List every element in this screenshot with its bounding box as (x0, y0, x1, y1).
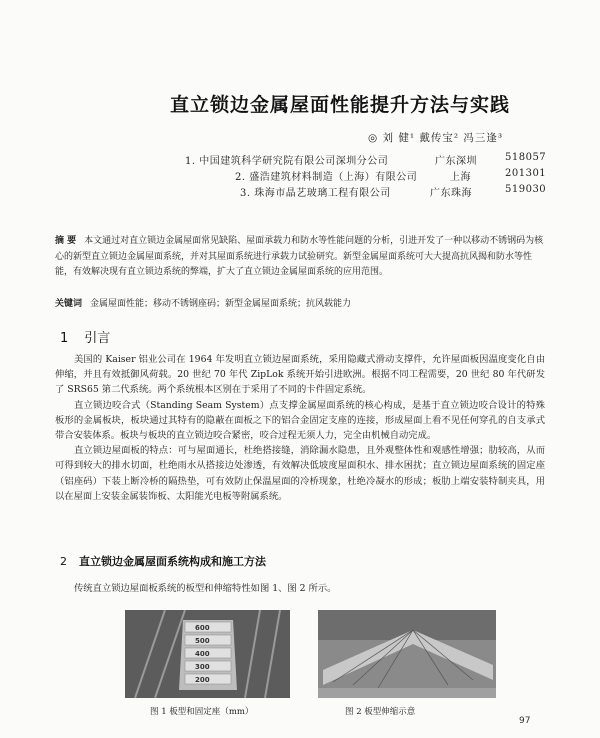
author-list: ◎ 刘 健¹ 戴传宝² 冯三逢³ (368, 132, 504, 144)
paragraph: 传统直立锁边屋面板系统的板型和伸缩特性如图 1、图 2 所示。 (74, 583, 337, 594)
section-1-heading (60, 327, 110, 346)
figure-1-image (125, 610, 290, 698)
affiliation-org: 3. 珠海市晶艺玻璃工程有限公司 (240, 188, 391, 199)
affiliation-zip: 518057 (505, 152, 547, 163)
figure-1-caption: 图 1 板型和固定座（mm） (150, 707, 254, 717)
affiliation-zip: 201301 (505, 168, 547, 179)
affiliation-2 (235, 168, 547, 183)
panel-label: 600 (195, 624, 210, 632)
paragraph: 美国的 Kaiser 铝业公司在 1964 年发明直立锁边屋面系统，采用隐藏式滑动支撑件，允许屋面板因温度变化自由伸缩，并且有效抵御风荷载。20 世纪 70 年代 ZipLok 系统开始引进欧洲。根据不同工程需要，20 世纪 80 年代研发了 SRS65 第二代系统。两个系统根本区别在于采用了不同的卡件固定系统。 (55, 354, 545, 396)
section-title: 引言 (84, 331, 111, 346)
section-number: 1 (60, 331, 69, 346)
abstract (55, 234, 545, 281)
abstract-text: 本文通过对直立锁边金属屋面常见缺陷、屋面承载力和防水等性能问题的分析，引进开发了一种以移动不锈钢码为核心的新型直立锁边金属屋面系统，并对其屋面系统进行承载力试验研究。新型金属屋面系统可大大提高抗风揭和防水等性能，有效解决现有直立锁边系统的弊端，扩大了直立锁边金属屋面系统的应用范围。 (55, 236, 544, 277)
paragraph: 直立锁边屋面板的特点：可与屋面通长，杜绝搭接缝，消除漏水隐患，且外观整体性和观感性增强；肋较高，从而可得到较大的排水切面，杜绝雨水从搭接边处渗透，有效解决低坡度屋面积水、排水困扰；直立锁边屋面系统的固定座（铝座码）下装上断冷桥的隔热垫，可有效防止保温屋面的冷桥现象，杜绝冷凝水的形成；板肋上端安装特制夹具，用以在屋面上安装金属装饰板、太阳能光电板等附属系统。 (55, 445, 545, 502)
affiliation-city: 广东珠海 (430, 188, 472, 199)
affiliation-zip: 519030 (505, 184, 547, 195)
section-2-heading (60, 553, 266, 569)
keywords (55, 296, 545, 309)
figure-2-image (318, 610, 496, 698)
panel-label: 300 (195, 663, 210, 671)
panel-label: 200 (195, 676, 210, 684)
section-1-body (55, 352, 545, 504)
page-number: 97 (519, 716, 531, 726)
panel-label: 400 (195, 650, 210, 658)
affiliation-3 (240, 184, 547, 199)
panel-label: 500 (195, 637, 210, 645)
affiliation-city: 广东深圳 (435, 156, 477, 167)
affiliation-org: 1. 中国建筑科学研究院有限公司深圳分公司 (185, 156, 389, 167)
affiliation-1 (185, 152, 547, 167)
affiliation-city: 上海 (450, 172, 471, 183)
keywords-text: 金属屋面性能；移动不锈钢座码；新型金属屋面系统；抗风载能力 (90, 299, 352, 309)
paragraph: 直立锁边咬合式（Standing Seam System）点支撑金属屋面系统的核心构成，是基于直立锁边咬合设计的特殊板形的金属板块，板块通过其特有的隐蔽在面板之下的铝合金固定支座的连接，形成屋面上看不见任何穿孔的自支承式带合安装体系。板块与板块的直立锁边咬合紧密，咬合过程无须人力，完全由机械自动完成。 (55, 399, 545, 442)
affiliation-org: 2. 盛浩建筑材料制造（上海）有限公司 (235, 172, 418, 183)
section-number: 2 (60, 555, 67, 568)
paper-title: 直立锁边金属屋面性能提升方法与实践 (170, 94, 511, 116)
roof-panel-photo-icon (125, 610, 290, 698)
panel-expansion-photo-icon (318, 610, 496, 698)
figure-2-caption: 图 2 板型伸缩示意 (345, 707, 416, 717)
abstract-label: 摘 要 (55, 236, 77, 246)
section-title: 直立锁边金属屋面系统构成和施工方法 (79, 555, 266, 568)
keywords-label: 关键词 (55, 299, 83, 309)
